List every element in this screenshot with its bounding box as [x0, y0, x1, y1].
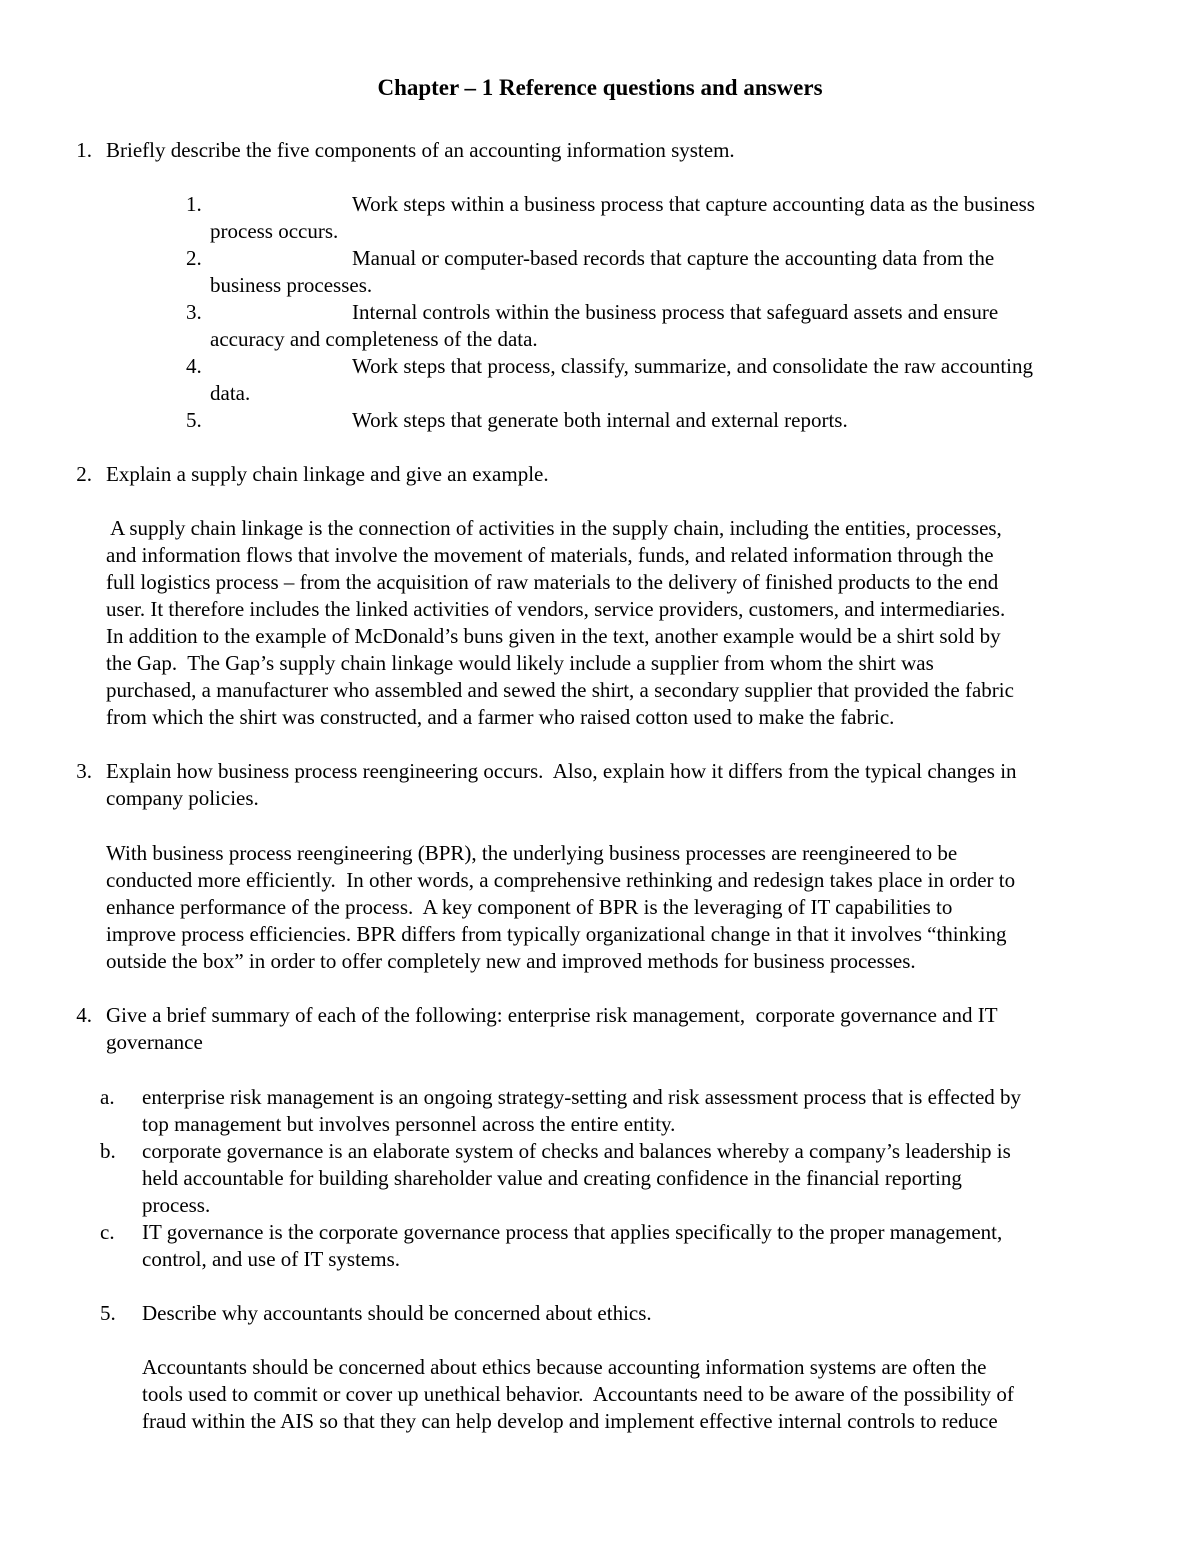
summary-line: process. [142, 1193, 211, 1217]
answer-line: A supply chain linkage is the connection of activities in the supply chain, including the entities, processes, [106, 516, 1002, 540]
page-title: Chapter – 1 Reference questions and answers [377, 75, 823, 100]
component-text: Work steps that process, classify, summarize, and consolidate the raw accounting [352, 354, 1033, 378]
answer-line: fraud within the AIS so that they can help develop and implement effective internal controls to reduce [142, 1409, 998, 1433]
question-1-text: Briefly describe the five components of an accounting information system. [106, 138, 735, 162]
question-2-answer [106, 515, 1146, 731]
component-text: Work steps that generate both internal and external reports. [352, 408, 848, 432]
component-text-continued: business processes. [210, 273, 373, 297]
component-number: 4. [186, 354, 202, 378]
summary-item-b [142, 1138, 1152, 1219]
question-line: Explain how business process reengineering occurs. Also, explain how it differs from the typical changes in [106, 759, 1017, 783]
question-2-text: Explain a supply chain linkage and give an example. [106, 462, 549, 486]
question-5-answer [142, 1354, 1152, 1435]
answer-line: and information flows that involve the movement of materials, funds, and related information through the [106, 543, 994, 567]
answer-line: purchased, a manufacturer who assembled and sewed the shirt, a secondary supplier that provided the fabric [106, 678, 1014, 702]
answer-line: Accountants should be concerned about ethics because accounting information systems are often the [142, 1355, 987, 1379]
summary-letter-c: c. [100, 1220, 115, 1244]
summary-line: control, and use of IT systems. [142, 1247, 400, 1271]
question-5-text: Describe why accountants should be concerned about ethics. [142, 1301, 652, 1325]
summary-letter-a: a. [100, 1085, 115, 1109]
summary-line: IT governance is the corporate governance process that applies specifically to the proper management, [142, 1220, 1003, 1244]
question-2-number: 2. [76, 462, 92, 486]
component-text: Manual or computer-based records that capture the accounting data from the [352, 246, 995, 270]
question-5-number: 5. [100, 1301, 116, 1325]
summary-line: corporate governance is an elaborate system of checks and balances whereby a company’s leadership is [142, 1139, 1011, 1163]
summary-line: top management but involves personnel across the entire entity. [142, 1112, 676, 1136]
question-3-number: 3. [76, 759, 92, 783]
answer-line: tools used to commit or cover up unethical behavior. Accountants need to be aware of the possibility of [142, 1382, 1014, 1406]
answer-line: With business process reengineering (BPR), the underlying business processes are reengineered to be [106, 841, 958, 865]
answer-line: improve process efficiencies. BPR differs from typically organizational change in that it involves “thinking [106, 922, 1007, 946]
summary-item-c [142, 1219, 1152, 1273]
answer-line: In addition to the example of McDonald’s buns given in the text, another example would be a shirt sold by [106, 624, 1001, 648]
component-number: 5. [186, 408, 202, 432]
component-text-continued: data. [210, 381, 251, 405]
answer-line: conducted more efficiently. In other words, a comprehensive rethinking and redesign takes place in order to [106, 868, 1016, 892]
summary-letter-b: b. [100, 1139, 116, 1163]
question-3-text [106, 758, 1146, 812]
question-4-number: 4. [76, 1003, 92, 1027]
summary-line: held accountable for building shareholder value and creating confidence in the financial reporting [142, 1166, 962, 1190]
answer-line: outside the box” in order to offer completely new and improved methods for business processes. [106, 949, 916, 973]
question-line: Give a brief summary of each of the following: enterprise risk management, corporate governance and IT [106, 1003, 998, 1027]
answer-line: from which the shirt was constructed, and a farmer who raised cotton used to make the fabric. [106, 705, 895, 729]
summary-line: enterprise risk management is an ongoing strategy-setting and risk assessment process that is effected by [142, 1085, 1022, 1109]
component-number: 1. [186, 192, 202, 216]
question-1-number: 1. [76, 138, 92, 162]
answer-line: user. It therefore includes the linked activities of vendors, service providers, customers, and intermediaries. [106, 597, 1006, 621]
question-3-answer [106, 840, 1146, 975]
component-number: 3. [186, 300, 202, 324]
answer-line: the Gap. The Gap’s supply chain linkage would likely include a supplier from whom the shirt was [106, 651, 934, 675]
component-text: Work steps within a business process that capture accounting data as the business [352, 192, 1035, 216]
component-number: 2. [186, 246, 202, 270]
component-text: Internal controls within the business process that safeguard assets and ensure [352, 300, 999, 324]
question-line: company policies. [106, 786, 259, 810]
answer-line: full logistics process – from the acquisition of raw materials to the delivery of finished products to the end [106, 570, 999, 594]
question-line: governance [106, 1030, 203, 1054]
summary-item-a [142, 1084, 1152, 1138]
component-text-continued: accuracy and completeness of the data. [210, 327, 538, 351]
answer-line: enhance performance of the process. A key component of BPR is the leveraging of IT capabilities to [106, 895, 953, 919]
component-text-continued: process occurs. [210, 219, 339, 243]
question-4-text [106, 1002, 1146, 1056]
